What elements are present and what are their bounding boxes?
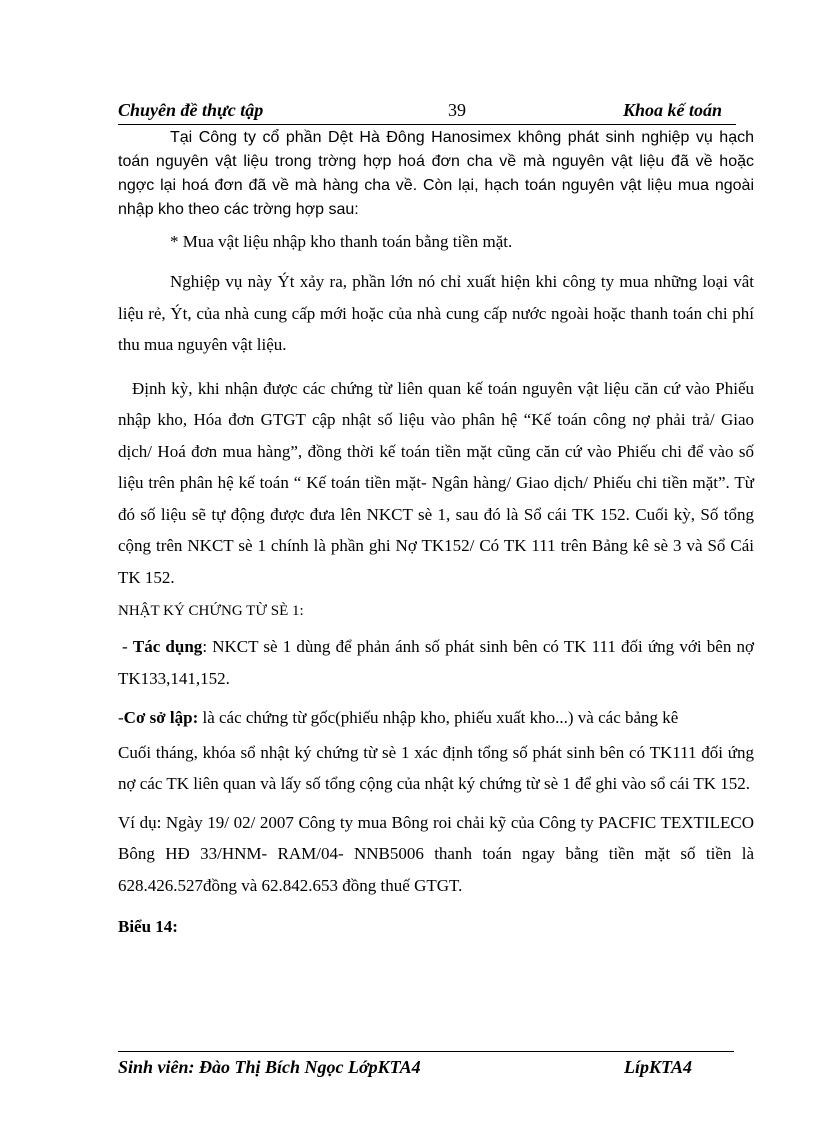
header-title: Chuyên đề thực tập bbox=[118, 100, 264, 120]
section-heading-nkct1: NHẬT KÝ CHỨNG TỪ SÈ 1: bbox=[118, 603, 304, 619]
paragraph-basis: -Cơ sở lập: là các chứng từ gốc(phiếu nhập kho, phiếu xuất kho...) và các bảng kê bbox=[118, 708, 679, 727]
paragraph-purpose: - Tác dụng: NKCT sè 1 dùng để phản ánh số phát sinh bên có TK 111 đối ứng với bên nợ TK133,141,152. bbox=[118, 637, 754, 688]
basis-text: là các chứng từ gốc(phiếu nhập kho, phiếu xuất kho...) và các bảng kê bbox=[198, 708, 679, 727]
paragraph-month-end: Cuối tháng, khóa sổ nhật ký chứng từ sè 1 xác định tổng số phát sinh bên có TK111 đối ứng nợ các TK liên quan và lấy số tổng cộng của nhật ký chứng từ sè 1 để ghi vào sổ cái TK 152. bbox=[118, 742, 754, 793]
page-footer bbox=[118, 1051, 734, 1082]
paragraph-intro: Tại Công ty cổ phần Dệt Hà Đông Hanosimex không phát sinh nghiệp vụ hạch toán nguyên vật liệu trong trờng hợp hoá đơn cha về mà nguyên vật liệu đã về hoặc ngợc lại hoá đơn đã về mà hàng cha về. Còn lại, hạch toán nguyên vật liệu mua ngoài nhập kho theo các trờng hợp sau: bbox=[118, 129, 754, 218]
paragraph-example: Ví dụ: Ngày 19/ 02/ 2007 Công ty mua Bông roi chải kỹ của Công ty PACFIC TEXTILECO Bông HĐ 33/HNM- RAM/04- NNB5006 thanh toán ngay bằng tiền mặt số tiền là 628.426.527đồng và 62.842.653 đồng thuế GTGT. bbox=[118, 812, 754, 895]
basis-label: Cơ sở lập: bbox=[123, 708, 199, 727]
page-number: 39 bbox=[448, 100, 466, 120]
page-header bbox=[118, 98, 736, 125]
document-body bbox=[118, 126, 754, 939]
purpose-label: Tác dụng bbox=[132, 637, 203, 656]
purpose-text: : NKCT sè 1 dùng để phản ánh số phát sinh bên có TK 111 đối ứng với bên nợ TK133,141,152. bbox=[118, 637, 754, 688]
table-caption: Biểu 14: bbox=[118, 917, 178, 936]
footer-class: LípKTA4 bbox=[624, 1057, 693, 1077]
footer-student: Sinh viên: Đào Thị Bích Ngọc LớpKTA4 bbox=[118, 1057, 421, 1077]
paragraph-cash-purchase: * Mua vật liệu nhập kho thanh toán bằng tiền mặt. bbox=[170, 232, 513, 251]
paragraph-occurrence: Nghiệp vụ này Ýt xảy ra, phần lớn nó chỉ xuất hiện khi công ty mua những loại vât liệu rẻ, Ýt, của nhà cung cấp mới hoặc của nhà cung cấp nước ngoài hoặc thanh toán chi phí thu mua nguyên vật liệu. bbox=[118, 272, 754, 354]
paragraph-periodic: Định kỳ, khi nhận được các chứng từ liên quan kế toán nguyên vật liệu căn cứ vào Phiếu nhập kho, Hóa đơn GTGT cập nhật số liệu vào phân hệ “Kế toán công nợ phải trả/ Giao dịch/ Hoá đơn mua hàng”, đồng thời kế toán tiền mặt cũng căn cứ vào Phiếu chi để vào số liệu trên phân hệ kế toán “ Kế toán tiền mặt- Ngân hàng/ Giao dịch/ Phiếu chi tiền mặt”. Từ đó số liệu sẽ tự động được đưa lên NKCT sè 1, sau đó là Sổ cái TK 152. Cuối kỳ, Số tổng cộng trên NKCT sè 1 chính là phần ghi Nợ TK152/ Có TK 111 trên Bảng kê sè 3 và Sổ Cái TK 152. bbox=[118, 378, 754, 587]
header-department: Khoa kế toán bbox=[622, 100, 722, 120]
